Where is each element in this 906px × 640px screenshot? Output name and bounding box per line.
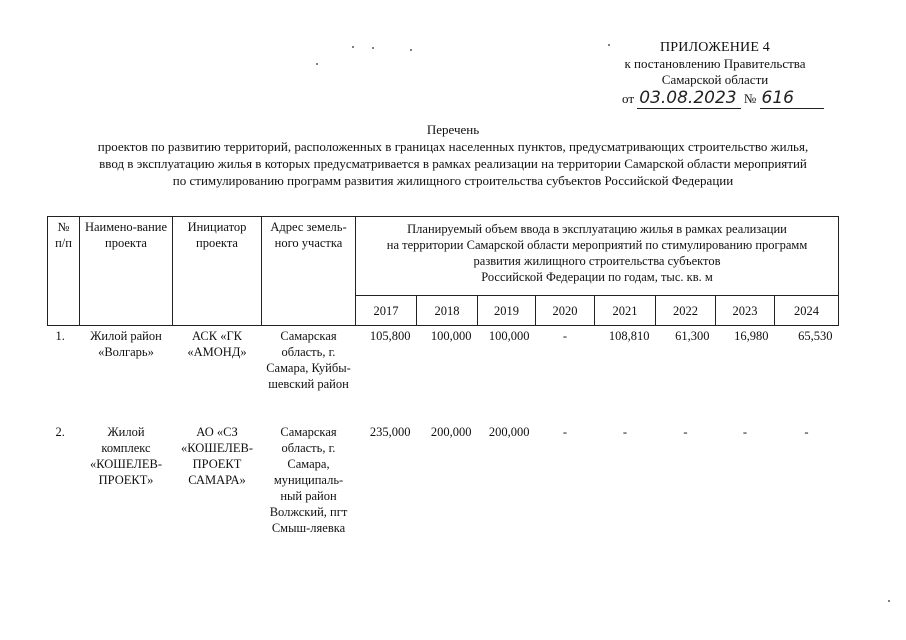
value-cell: - <box>562 425 568 439</box>
header-planned-line-2: на территории Самарской области мероприятий по стимулированию программ <box>386 238 808 252</box>
handwritten-date: 03.08.2023 <box>637 88 740 109</box>
value-cell: 108,810 <box>608 329 650 343</box>
number-prefix: № <box>743 91 757 106</box>
appendix-block <box>560 40 870 88</box>
year-header: 2021 <box>595 296 656 326</box>
value-cell: 61,300 <box>675 329 710 343</box>
year-header: 2023 <box>716 296 775 326</box>
project-initiator: АО «СЗ «КОШЕЛЕВ-ПРОЕКТ САМАРА» <box>181 425 253 487</box>
project-name: Жилой комплекс «КОШЕЛЕВ-ПРОЕКТ» <box>90 425 162 487</box>
value-cell: - <box>622 425 628 439</box>
date-number-line <box>622 88 824 109</box>
appendix-line-2: Самарской области <box>661 72 769 87</box>
appendix-line-1: к постановлению Правительства <box>624 56 806 71</box>
header-planned-line-1: Планируемый объем ввода в эксплуатацию жилья в рамках реализации <box>407 222 787 236</box>
year-header: 2020 <box>536 296 595 326</box>
row-number: 1. <box>55 329 65 343</box>
value-cell: 235,000 <box>369 425 411 439</box>
value-cell: 16,980 <box>734 329 769 343</box>
year-header: 2022 <box>656 296 716 326</box>
date-prefix: от <box>622 91 635 106</box>
value-cell: 200,000 <box>430 425 472 439</box>
project-name: Жилой район «Волгарь» <box>90 329 162 359</box>
value-cell: 100,000 <box>488 329 530 343</box>
value-cell: 105,800 <box>369 329 411 343</box>
handwritten-number: 616 <box>760 88 824 109</box>
project-address: Самарская область, г. Самара, муниципаль-ный район Волжский, пгт Смыш-ляевка <box>269 425 348 535</box>
header-num: № п/п <box>48 217 80 326</box>
value-cell: - <box>562 329 568 343</box>
project-address: Самарская область, г. Самара, Куйбы-шевский район <box>266 329 351 391</box>
scan-speck <box>410 49 412 51</box>
project-initiator: АСК «ГК «АМОНД» <box>187 329 247 359</box>
scan-speck <box>372 47 374 49</box>
year-header: 2024 <box>775 296 839 326</box>
header-address: Адрес земель-ного участка <box>262 217 356 326</box>
year-header: 2018 <box>417 296 478 326</box>
appendix-title: ПРИЛОЖЕНИЕ 4 <box>659 40 771 55</box>
scan-speck <box>352 46 354 48</box>
value-cell: 200,000 <box>488 425 530 439</box>
projects-table <box>47 216 839 566</box>
value-cell: - <box>742 425 748 439</box>
value-cell: 65,530 <box>798 329 833 343</box>
scan-speck <box>316 63 318 65</box>
header-planned-volume <box>356 217 839 296</box>
document-heading <box>40 121 866 189</box>
header-initiator: Инициатор проекта <box>173 217 262 326</box>
header-name: Наимено-вание проекта <box>80 217 173 326</box>
heading-line-3: по стимулированию программ развития жилищного строительства субъектов Российской Федерации <box>172 173 734 188</box>
heading-title: Перечень <box>426 122 480 137</box>
heading-line-2: ввод в эксплуатацию жилья в которых предусматривается в рамках реализации на территории Самарской области мероприятий <box>99 156 807 171</box>
value-cell: - <box>683 425 688 439</box>
year-header: 2017 <box>356 296 417 326</box>
year-header: 2019 <box>478 296 536 326</box>
header-planned-line-3: развития жилищного строительства субъектов <box>473 254 721 268</box>
heading-line-1: проектов по развитию территорий, расположенных в границах населенных пунктов, предусматривающих строительство жилья, <box>97 139 809 154</box>
value-cell: 100,000 <box>430 329 472 343</box>
value-cell: - <box>804 425 809 439</box>
scan-speck <box>888 600 890 602</box>
table-row <box>48 326 839 423</box>
table-row <box>48 422 839 566</box>
row-number: 2. <box>55 425 65 439</box>
header-planned-line-4: Российской Федерации по годам, тыс. кв. м <box>481 270 713 284</box>
